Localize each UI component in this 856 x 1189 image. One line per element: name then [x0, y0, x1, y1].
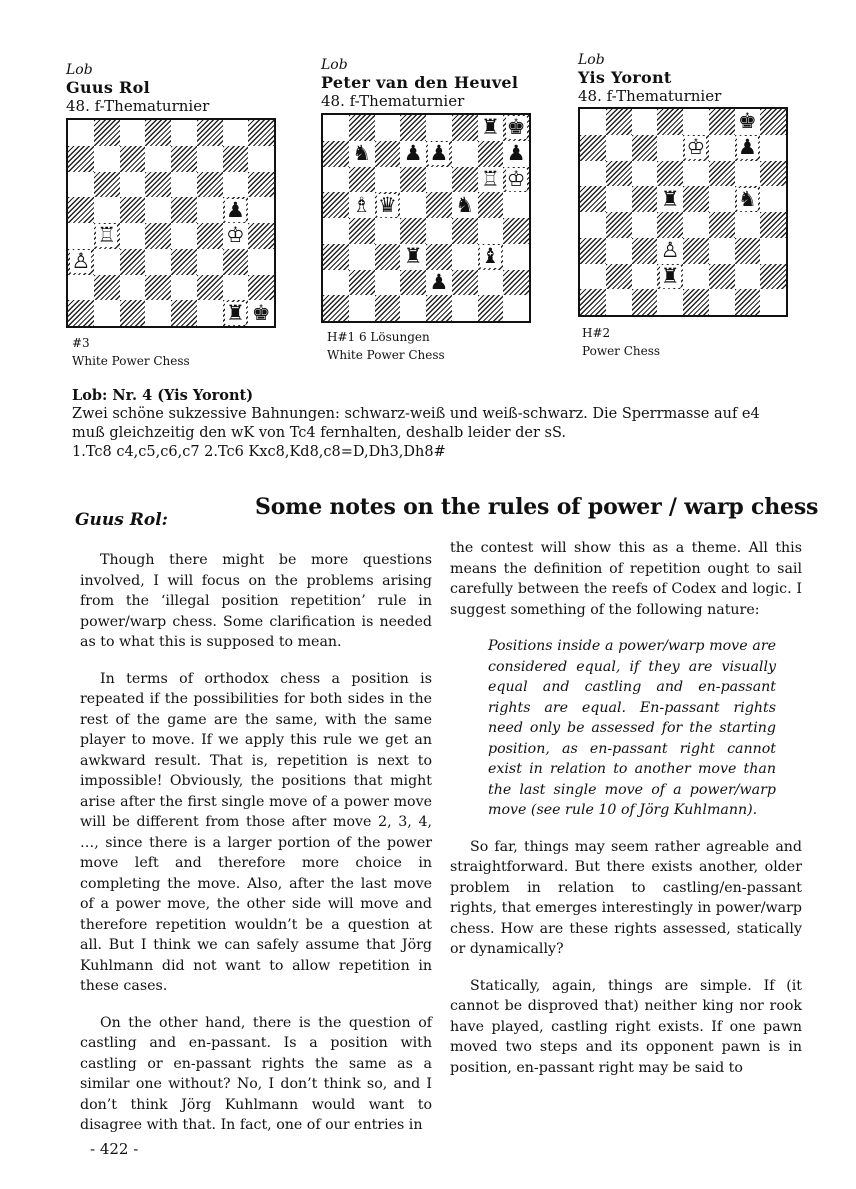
diagram-award: Lob	[321, 57, 348, 73]
board-square	[683, 186, 709, 212]
board-square	[223, 146, 249, 172]
black-king-icon: ♚	[506, 115, 526, 140]
board-square	[248, 172, 274, 198]
board-square	[657, 212, 683, 238]
board-square	[120, 120, 146, 146]
white-rook-icon: ♖	[480, 166, 500, 191]
board-square	[349, 295, 375, 321]
board-square	[171, 172, 197, 198]
board-square	[606, 109, 632, 135]
board-square	[94, 146, 120, 172]
black-queen-icon: ♛	[377, 192, 397, 217]
board-square	[503, 244, 529, 270]
board-square	[606, 186, 632, 212]
board-square	[503, 141, 529, 167]
board-square	[657, 289, 683, 315]
board-square	[683, 161, 709, 187]
solution-title: Lob: Nr. 4 (Yis Yoront)	[72, 387, 254, 404]
board-square	[323, 192, 349, 218]
board-square	[400, 218, 426, 244]
board-square	[632, 212, 658, 238]
board-square	[145, 197, 171, 223]
board-square	[478, 218, 504, 244]
board-square	[580, 212, 606, 238]
board-square	[580, 289, 606, 315]
board-square	[197, 300, 223, 326]
black-knight-icon: ♞	[737, 186, 757, 211]
board-square	[426, 295, 452, 321]
diagram-author: Peter van den Heuvel	[321, 73, 519, 92]
diagram-genre: White Power Chess	[72, 354, 190, 368]
black-pawn-icon: ♟	[506, 141, 526, 166]
board-square	[323, 218, 349, 244]
board-square	[197, 249, 223, 275]
white-king-icon: ♔	[506, 166, 526, 191]
board-square	[68, 172, 94, 198]
board-square	[735, 212, 761, 238]
board-square	[94, 300, 120, 326]
black-bishop-icon: ♝	[480, 244, 500, 269]
board-square	[632, 161, 658, 187]
board-square	[478, 270, 504, 296]
board-square	[68, 146, 94, 172]
board-square	[426, 244, 452, 270]
board-square	[606, 289, 632, 315]
black-knight-icon: ♞	[352, 141, 372, 166]
board-square	[478, 192, 504, 218]
paragraph: So far, things may seem rather agreable and straightforward. But there exists another, older problem in relation to castling/en-passant rights, that emerges interestingly in power/warp chess. How are these rights assessed, statically or dynamically?	[450, 838, 802, 957]
diagram-tourney: 48. f-Thematurnier	[321, 92, 465, 110]
board-square	[375, 115, 401, 141]
board-square	[683, 109, 709, 135]
board-square	[683, 264, 709, 290]
board-square	[223, 120, 249, 146]
board-square	[760, 212, 786, 238]
board-square	[478, 167, 504, 193]
board-square	[248, 120, 274, 146]
white-king-icon: ♔	[686, 135, 706, 160]
board-square	[632, 264, 658, 290]
board-square	[709, 135, 735, 161]
board-square	[452, 218, 478, 244]
board-square	[606, 135, 632, 161]
board-square	[760, 186, 786, 212]
board-square	[145, 223, 171, 249]
board-square	[120, 172, 146, 198]
board-square	[606, 212, 632, 238]
board-square	[323, 141, 349, 167]
article-right-column	[450, 538, 802, 1094]
board-square	[503, 295, 529, 321]
board-square	[452, 115, 478, 141]
board-square	[760, 161, 786, 187]
board-square	[323, 115, 349, 141]
board-square	[735, 186, 761, 212]
board-square	[349, 141, 375, 167]
board-square	[478, 295, 504, 321]
board-square	[248, 146, 274, 172]
board-square	[171, 223, 197, 249]
article-author: Guus Rol:	[75, 510, 168, 530]
board-square	[375, 141, 401, 167]
black-rook-icon: ♜	[403, 244, 423, 269]
black-pawn-icon: ♟	[225, 197, 245, 222]
board-square	[375, 192, 401, 218]
chess-board-2	[321, 113, 531, 323]
white-king-icon: ♔	[225, 223, 245, 248]
board-square	[400, 115, 426, 141]
board-square	[478, 115, 504, 141]
chess-board-3	[578, 107, 788, 317]
board-square	[426, 270, 452, 296]
board-square	[400, 295, 426, 321]
board-square	[580, 161, 606, 187]
board-square	[120, 275, 146, 301]
board-square	[349, 192, 375, 218]
board-square	[248, 300, 274, 326]
board-square	[632, 109, 658, 135]
board-square	[709, 289, 735, 315]
board-square	[197, 146, 223, 172]
board-square	[426, 218, 452, 244]
board-square	[735, 264, 761, 290]
board-square	[400, 270, 426, 296]
board-square	[606, 238, 632, 264]
board-square	[68, 249, 94, 275]
board-square	[760, 109, 786, 135]
board-square	[683, 212, 709, 238]
board-square	[120, 249, 146, 275]
board-square	[145, 120, 171, 146]
paragraph: On the other hand, there is the question of castling and en-passant. Is a position with castling or en-passant rights the same as a similar one without? No, I don’t think so, and I don’t think Jörg Kuhlmann would want to disagree with that. In fact, one of our entries in	[80, 1014, 432, 1133]
board-square	[580, 109, 606, 135]
paragraph: the contest will show this as a theme. All this means the definition of repetition ought to sail carefully between the reefs of Codex and logic. I suggest something of the following nature:	[450, 540, 802, 618]
board-square	[683, 135, 709, 161]
board-square	[478, 141, 504, 167]
board-square	[580, 135, 606, 161]
board-square	[349, 115, 375, 141]
board-square	[760, 264, 786, 290]
board-square	[94, 120, 120, 146]
board-square	[94, 197, 120, 223]
board-square	[375, 244, 401, 270]
black-knight-icon: ♞	[455, 192, 475, 217]
board-square	[120, 146, 146, 172]
board-square	[735, 109, 761, 135]
board-square	[120, 300, 146, 326]
black-king-icon: ♚	[737, 109, 757, 134]
board-square	[323, 167, 349, 193]
diagram-author: Guus Rol	[66, 78, 150, 97]
board-square	[223, 275, 249, 301]
board-square	[426, 115, 452, 141]
board-square	[657, 161, 683, 187]
board-square	[452, 244, 478, 270]
white-pawn-icon: ♙	[660, 238, 680, 263]
chess-board-1	[66, 118, 276, 328]
board-square	[375, 218, 401, 244]
board-square	[248, 223, 274, 249]
board-square	[94, 249, 120, 275]
board-square	[452, 167, 478, 193]
board-square	[657, 109, 683, 135]
rule-proposal-quote: Positions inside a power/warp move are considered equal, if they are visually equal and castling and en-passant rights are equal. En-passant rights need only be assessed for the starting position, as en-passant right cannot exist in relation to another move than the last single move of a power/warp move (see rule 10 of Jörg Kuhlmann).	[488, 638, 776, 818]
board-square	[657, 264, 683, 290]
board-square	[735, 238, 761, 264]
board-square	[632, 186, 658, 212]
board-square	[709, 109, 735, 135]
board-square	[735, 161, 761, 187]
board-square	[426, 141, 452, 167]
black-pawn-icon: ♟	[429, 141, 449, 166]
board-square	[580, 238, 606, 264]
paragraph: Statically, again, things are simple. If (it cannot be disproved that) neither king nor rook have played, castling right exists. If one pawn moved two steps and its opponent pawn is in position, en-passant right may be said to	[450, 977, 802, 1076]
black-pawn-icon: ♟	[429, 269, 449, 294]
board-square	[452, 295, 478, 321]
diagram-award: Lob	[66, 62, 93, 78]
board-square	[503, 270, 529, 296]
board-square	[400, 167, 426, 193]
board-square	[145, 146, 171, 172]
board-square	[68, 300, 94, 326]
board-square	[452, 141, 478, 167]
diagram-2	[321, 57, 561, 109]
board-square	[197, 223, 223, 249]
board-square	[760, 289, 786, 315]
board-square	[145, 275, 171, 301]
board-square	[349, 244, 375, 270]
diagram-1	[66, 62, 306, 114]
board-square	[683, 238, 709, 264]
board-square	[145, 249, 171, 275]
board-square	[709, 186, 735, 212]
board-square	[683, 289, 709, 315]
diagram-stipulation: #3	[72, 336, 90, 350]
board-square	[632, 289, 658, 315]
board-square	[197, 275, 223, 301]
board-square	[68, 197, 94, 223]
board-square	[94, 275, 120, 301]
diagram-tourney: 48. f-Thematurnier	[66, 97, 210, 115]
board-square	[171, 249, 197, 275]
board-square	[171, 146, 197, 172]
paragraph: In terms of orthodox chess a position is repeated if the possibilities for both sides in the rest of the game are the same, with the same player to move. If we apply this rule we get an awkward result. That is, repetition is next to impossible! Obviously, the positions that might arise after the first single move of a power move will be different from those after move 2, 3, 4, …, since there is a larger portion of the power move left and therefore more choice in completing the move. Also, after the last move of a power move, the other side will move and therefore repetition wouldn’t be a question at all. But I think we can safely assume that Jörg Kuhlmann did not want to allow repetition in these cases.	[80, 670, 432, 994]
diagram-genre: Power Chess	[582, 344, 661, 358]
article-left-column	[80, 550, 432, 1152]
board-square	[503, 115, 529, 141]
white-pawn-icon: ♙	[71, 249, 91, 274]
black-rook-icon: ♜	[660, 186, 680, 211]
board-square	[145, 172, 171, 198]
board-square	[323, 295, 349, 321]
black-pawn-icon: ♟	[737, 135, 757, 160]
board-square	[452, 270, 478, 296]
diagram-stipulation: H#2	[582, 326, 611, 340]
board-square	[735, 135, 761, 161]
board-square	[375, 270, 401, 296]
black-rook-icon: ♜	[480, 115, 500, 140]
board-square	[323, 244, 349, 270]
board-square	[632, 135, 658, 161]
board-square	[709, 161, 735, 187]
board-square	[120, 197, 146, 223]
board-square	[223, 197, 249, 223]
diagram-genre: White Power Chess	[327, 348, 445, 362]
black-king-icon: ♚	[251, 300, 271, 325]
board-square	[68, 275, 94, 301]
board-square	[375, 295, 401, 321]
board-square	[248, 197, 274, 223]
board-square	[452, 192, 478, 218]
board-square	[760, 135, 786, 161]
board-square	[120, 223, 146, 249]
board-square	[197, 172, 223, 198]
diagram-author: Yis Yoront	[578, 68, 672, 87]
board-square	[580, 186, 606, 212]
board-square	[735, 289, 761, 315]
board-square	[248, 249, 274, 275]
diagram-award: Lob	[578, 52, 605, 68]
board-square	[171, 197, 197, 223]
board-square	[503, 192, 529, 218]
board-square	[375, 167, 401, 193]
board-square	[349, 270, 375, 296]
solution-block	[72, 386, 792, 462]
black-rook-icon: ♜	[660, 263, 680, 288]
board-square	[68, 223, 94, 249]
board-square	[400, 141, 426, 167]
board-square	[94, 172, 120, 198]
board-square	[400, 244, 426, 270]
board-square	[657, 186, 683, 212]
board-square	[426, 167, 452, 193]
board-square	[171, 275, 197, 301]
board-square	[478, 244, 504, 270]
board-square	[171, 300, 197, 326]
board-square	[197, 197, 223, 223]
diagram-tourney: 48. f-Thematurnier	[578, 87, 722, 105]
paragraph: Though there might be more questions involved, I will focus on the problems arising from the ‘illegal position repetition’ rule in power/warp chess. Some clarification is needed as to what this is supposed to mean.	[80, 552, 432, 650]
board-square	[426, 192, 452, 218]
board-square	[503, 218, 529, 244]
board-square	[349, 167, 375, 193]
board-square	[709, 212, 735, 238]
board-square	[145, 300, 171, 326]
board-square	[709, 264, 735, 290]
board-square	[223, 300, 249, 326]
board-square	[400, 192, 426, 218]
board-square	[632, 238, 658, 264]
solution-comment: Zwei schöne sukzessive Bahnungen: schwarz-weiß und weiß-schwarz. Die Sperrmasse auf e4 muß gleichzeitig den wK von Tc4 fernhalten, deshalb leider der sS.	[72, 406, 760, 441]
white-rook-icon: ♖	[97, 223, 117, 248]
board-square	[323, 270, 349, 296]
board-square	[606, 161, 632, 187]
board-square	[68, 120, 94, 146]
diagram-3	[578, 52, 818, 104]
black-rook-icon: ♜	[225, 300, 245, 325]
board-square	[223, 223, 249, 249]
board-square	[171, 120, 197, 146]
board-square	[349, 218, 375, 244]
board-square	[223, 249, 249, 275]
diagram-stipulation: H#1 6 Lösungen	[327, 330, 430, 344]
board-square	[657, 238, 683, 264]
board-square	[709, 238, 735, 264]
solution-moves: 1.Tc8 c4,c5,c6,c7 2.Tc6 Kxc8,Kd8,c8=D,Dh3,Dh8#	[72, 444, 446, 460]
board-square	[248, 275, 274, 301]
board-square	[760, 238, 786, 264]
black-pawn-icon: ♟	[403, 141, 423, 166]
board-square	[197, 120, 223, 146]
board-square	[606, 264, 632, 290]
board-square	[503, 167, 529, 193]
board-square	[657, 135, 683, 161]
white-bishop-icon: ♗	[352, 192, 372, 217]
page-number: - 422 -	[90, 1140, 139, 1158]
board-square	[94, 223, 120, 249]
board-square	[580, 264, 606, 290]
article-title: Some notes on the rules of power / warp chess	[255, 494, 819, 520]
board-square	[223, 172, 249, 198]
